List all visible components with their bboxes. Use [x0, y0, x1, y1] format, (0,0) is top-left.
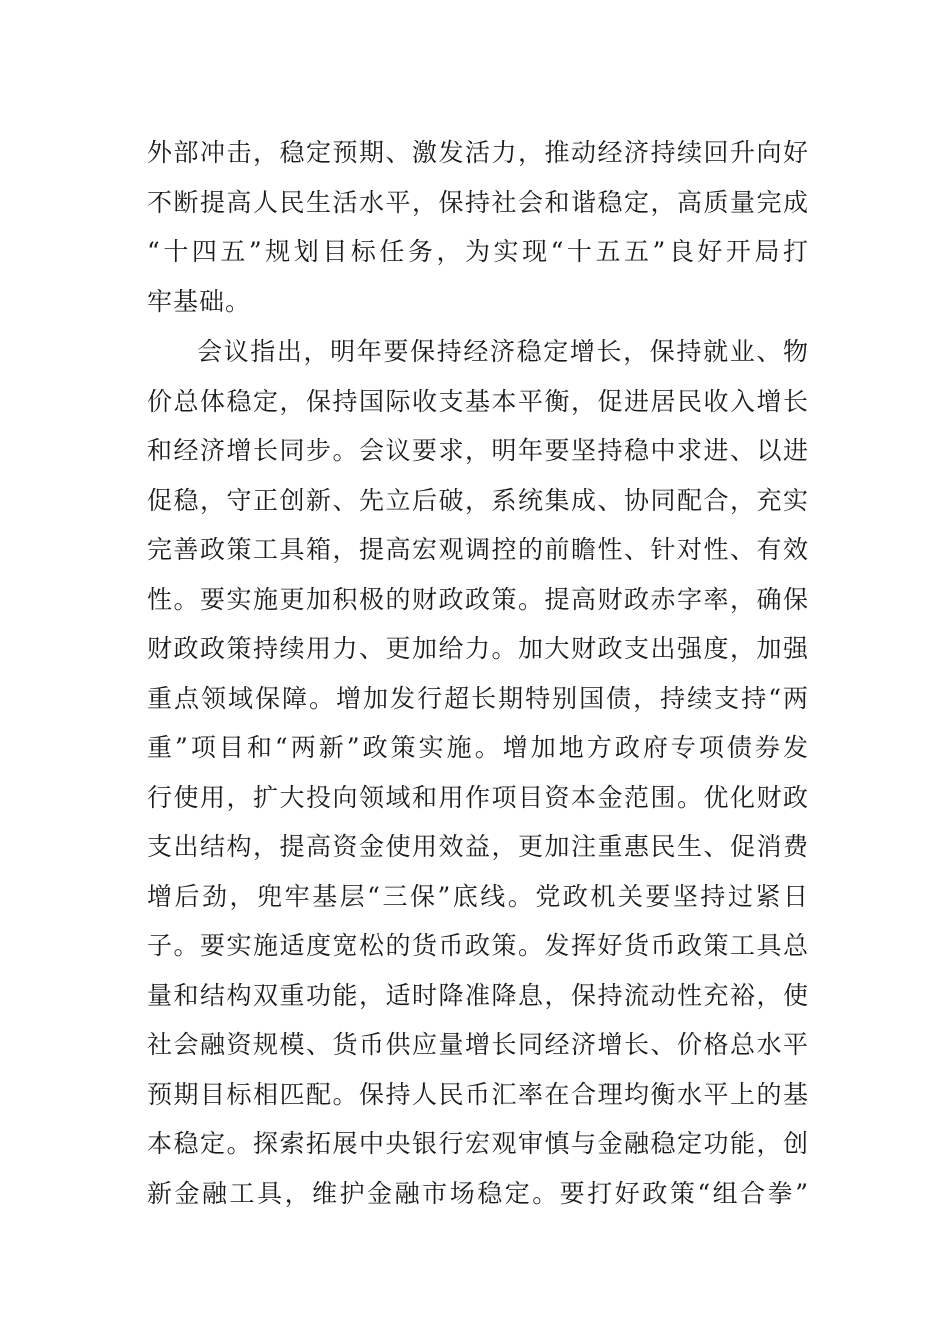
- text-line: 本稳定。探索拓展中央银行宏观审慎与金融稳定功能，创: [147, 1129, 809, 1158]
- text-line: 量和结构双重功能，适时降准降息，保持流动性充裕，使: [147, 980, 809, 1010]
- text-line: 会议指出，明年要保持经济稳定增长，保持就业、物: [197, 337, 809, 366]
- text-line: 预期目标相匹配。保持人民币汇率在合理均衡水平上的基: [147, 1079, 809, 1109]
- text-line: 新金融工具，维护金融市场稳定。要打好政策“组合拳”: [147, 1178, 809, 1208]
- text-line: “十四五”规划目标任务，为实现“十五五”良好开局打: [147, 237, 809, 266]
- text-line: 促稳，守正创新、先立后破，系统集成、协同配合，充实: [147, 485, 809, 515]
- paragraph-continued: [147, 128, 809, 326]
- text-line: 财政政策持续用力、更加给力。加大财政支出强度，加强: [147, 634, 809, 663]
- paragraph-meeting: [147, 327, 809, 1218]
- text-line: 牢基础。: [147, 286, 252, 316]
- text-line: 重”项目和“两新”政策实施。增加地方政府专项债券发: [147, 733, 809, 762]
- text-line: 支出结构，提高资金使用效益，更加注重惠民生、促消费: [147, 832, 809, 861]
- text-line: 外部冲击，稳定预期、激发活力，推动经济持续回升向好: [147, 138, 809, 167]
- text-line: 性。要实施更加积极的财政政策。提高财政赤字率，确保: [147, 584, 809, 614]
- text-line: 子。要实施适度宽松的货币政策。发挥好货币政策工具总: [147, 931, 809, 960]
- text-line: 完善政策工具箱，提高宏观调控的前瞻性、针对性、有效: [147, 535, 809, 564]
- text-line: 社会融资规模、货币供应量增长同经济增长、价格总水平: [147, 1030, 809, 1059]
- text-line: 和经济增长同步。会议要求，明年要坚持稳中求进、以进: [147, 436, 809, 465]
- text-line: 价总体稳定，保持国际收支基本平衡，促进居民收入增长: [147, 386, 809, 416]
- text-line: 行使用，扩大投向领域和用作项目资本金范围。优化财政: [147, 782, 809, 812]
- text-line: 重点领域保障。增加发行超长期特别国债，持续支持“两: [147, 683, 809, 713]
- text-line: 不断提高人民生活水平，保持社会和谐稳定，高质量完成: [147, 187, 809, 217]
- text-line: 增后劲，兜牢基层“三保”底线。党政机关要坚持过紧日: [147, 881, 809, 911]
